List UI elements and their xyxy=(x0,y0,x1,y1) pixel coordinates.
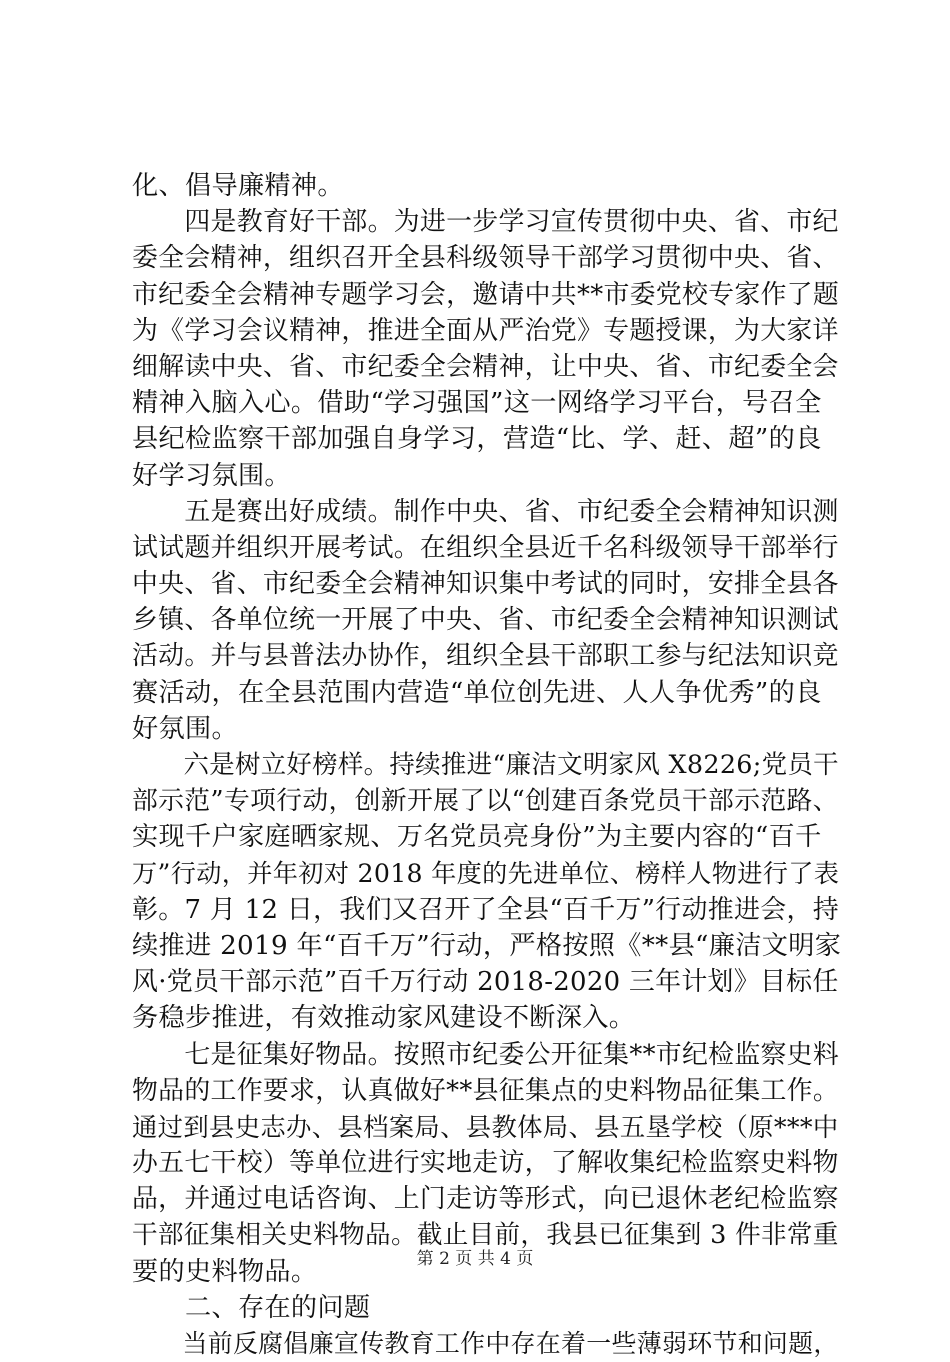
text-line: 市纪委全会精神专题学习会，邀请中共**市委党校专家作了题 xyxy=(132,279,840,310)
text-line: 实现千户家庭晒家规、万名党员亮身份”为主要内容的“百千 xyxy=(132,822,822,853)
text-line: 彰。7 月 12 日，我们又召开了全县“百千万”行动推进会，持 xyxy=(132,894,840,925)
text-line: 县纪检监察干部加强自身学习，营造“比、学、赶、超”的良 xyxy=(132,424,822,455)
text-line: 要的史料物品。 xyxy=(132,1256,318,1287)
text-line: 六是树立好榜样。持续推进“廉洁文明家风 X8226;党员干 xyxy=(132,750,839,780)
text-line: 乡镇、各单位统一开展了中央、省、市纪委全会精神知识测试 xyxy=(132,605,839,636)
text-line: 务稳步推进，有效推动家风建设不断深入。 xyxy=(132,1003,636,1034)
document-body xyxy=(132,168,844,1362)
text-line: 办五七干校）等单位进行实地走访，了解收集纪检监察史料物 xyxy=(132,1148,839,1179)
text-line: 赛活动，在全县范围内营造“单位创先进、人人争优秀”的良 xyxy=(132,677,822,708)
text-line: 委全会精神，组织召开全县科级领导干部学习贯彻中央、省、 xyxy=(132,243,839,274)
text-line: 五是赛出好成绩。制作中央、省、市纪委全会精神知识测 xyxy=(132,496,839,527)
text-line: 精神入脑入心。借助“学习强国”这一网络学习平台，号召全 xyxy=(132,388,822,419)
text-line: 好氛围。 xyxy=(132,713,238,744)
text-line: 七是征集好物品。按照市纪委公开征集**市纪检监察史料 xyxy=(132,1039,840,1070)
text-line: 二、存在的问题 xyxy=(132,1292,371,1323)
text-line: 风·党员干部示范”百千万行动 2018-2020 三年计划》目标任 xyxy=(132,967,839,998)
text-line: 好学习氛围。 xyxy=(132,460,291,491)
text-line: 续推进 2019 年“百千万”行动，严格按照《**县“廉洁文明家 xyxy=(132,930,842,961)
text-line: 品，并通过电话咨询、上门走访等形式，向已退休老纪检监察 xyxy=(132,1184,839,1215)
page-number-label: 第 2 页 共 4 页 xyxy=(416,1249,534,1269)
text-line: 物品的工作要求，认真做好**县征集点的史料物品征集工作。 xyxy=(132,1075,840,1106)
text-line: 当前反腐倡廉宣传教育工作中存在着一些薄弱环节和问题， xyxy=(132,1329,839,1358)
text-line: 化、倡导廉精神。 xyxy=(132,171,344,201)
text-line: 万”行动，并年初对 2018 年度的先进单位、榜样人物进行了表 xyxy=(132,858,840,888)
text-line: 活动。并与县普法办协作，组织全县干部职工参与纪法知识竞 xyxy=(132,641,839,672)
text-line: 为《学习会议精神，推进全面从严治党》专题授课，为大家详 xyxy=(132,315,839,346)
text-line: 干部征集相关史料物品。截止目前，我县已征集到 3 件非常重 xyxy=(132,1220,839,1251)
text-line: 四是教育好干部。为进一步学习宣传贯彻中央、省、市纪 xyxy=(132,207,839,238)
text-line: 通过到县史志办、县档案局、县教体局、县五垦学校（原***中 xyxy=(132,1111,839,1142)
text-line: 部示范”专项行动，创新开展了以“创建百条党员干部示范路、 xyxy=(132,786,839,817)
text-line: 试试题并组织开展考试。在组织全县近千名科级领导干部举行 xyxy=(132,532,839,563)
text-line: 中央、省、市纪委全会精神知识集中考试的同时，安排全县各 xyxy=(132,569,839,600)
text-line: 细解读中央、省、市纪委全会精神，让中央、省、市纪委全会 xyxy=(132,351,839,382)
page-footer xyxy=(0,1244,950,1269)
